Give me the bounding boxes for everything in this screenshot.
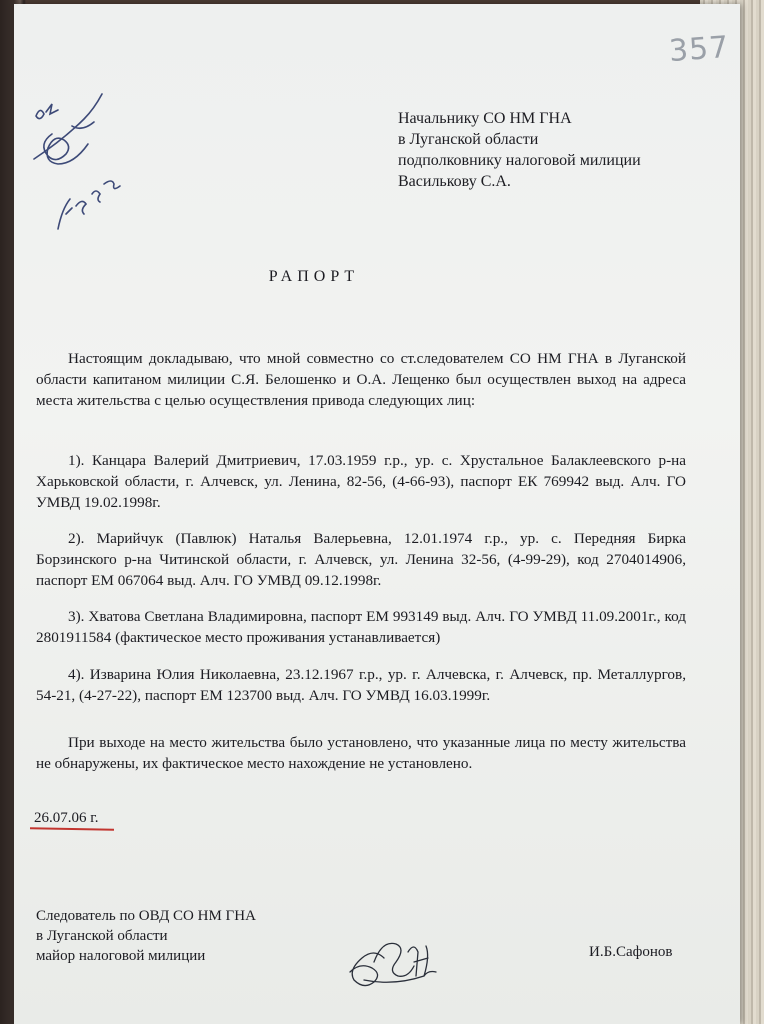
signer-line: майор налоговой милиции	[36, 948, 206, 964]
person-text: 1). Канцара Валерий Дмитриевич, 17.03.1959 г.р., ур. с. Хрустальное Балаклеевского р-на Харьковской области, г. Алчевск, ул. Ленина, 82-56, (4-66-93), паспорт ЕК 769942 выд. Алч. ГО УМВД 19.02.1998г.	[36, 452, 686, 511]
person-entry	[36, 528, 686, 591]
person-text: 3). Хватова Светлана Владимировна, паспорт ЕМ 993149 выд. Алч. ГО УМВД 11.09.2001г., код 2801911584 (фактическое место проживания устанавливается)	[36, 608, 686, 646]
page-number: 357	[667, 29, 731, 70]
signer-block	[36, 906, 336, 966]
addressee-line: Начальнику СО НМ ГНА	[398, 110, 572, 127]
intro-text: Настоящим докладываю, что мной совместно со ст.следователем СО НМ ГНА в Луганской области капитаном милиции С.Я. Белошенко и О.А. Лещенко был осуществлен выход на адреса места жительства с целью осуществления привода следующих лиц:	[36, 350, 686, 409]
person-text: 4). Изварина Юлия Николаевна, 23.12.1967 г.р., ур. г. Алчевска, г. Алчевск, пр. Металлургов, 54-21, (4-27-22), паспорт ЕМ 123700 выд. Алч. ГО УМВД 16.03.1999г.	[36, 666, 686, 704]
document-title: РАПОРТ	[268, 268, 360, 285]
person-entry	[36, 450, 686, 513]
addressee-line: в Луганской области	[398, 131, 539, 148]
signer-line: Следователь по ОВД СО НМ ГНА	[36, 908, 256, 924]
conclusion-paragraph	[36, 732, 686, 774]
signer-name: И.Б.Сафонов	[589, 944, 673, 960]
date-underline	[30, 827, 114, 830]
conclusion-text: При выходе на место жительства было установлено, что указанные лица по месту жительства не обнаружены, их фактическое место нахождение не установлено.	[36, 734, 686, 772]
person-entry	[36, 606, 686, 648]
report-date: 26.07.06 г.	[34, 810, 99, 826]
handwritten-resolution	[22, 64, 132, 244]
addressee-line: Василькову С.А.	[398, 173, 511, 190]
person-text: 2). Марийчук (Павлюк) Наталья Валерьевна, 12.01.1974 г.р., ур. с. Передняя Бирка Борзинского р-на Читинской области, г. Алчевск, ул. Ленина 32-56, (4-99-29), код 2704014906, паспорт ЕМ 067064 выд. Алч. ГО УМВД 09.12.1998г.	[36, 530, 686, 589]
person-entry	[36, 664, 686, 706]
signature-icon	[344, 932, 454, 992]
addressee-line: подполковнику налоговой милиции	[398, 152, 641, 169]
intro-paragraph	[36, 348, 686, 411]
signer-line: в Луганской области	[36, 928, 168, 944]
document-page	[14, 4, 740, 1024]
addressee-block	[398, 108, 728, 192]
